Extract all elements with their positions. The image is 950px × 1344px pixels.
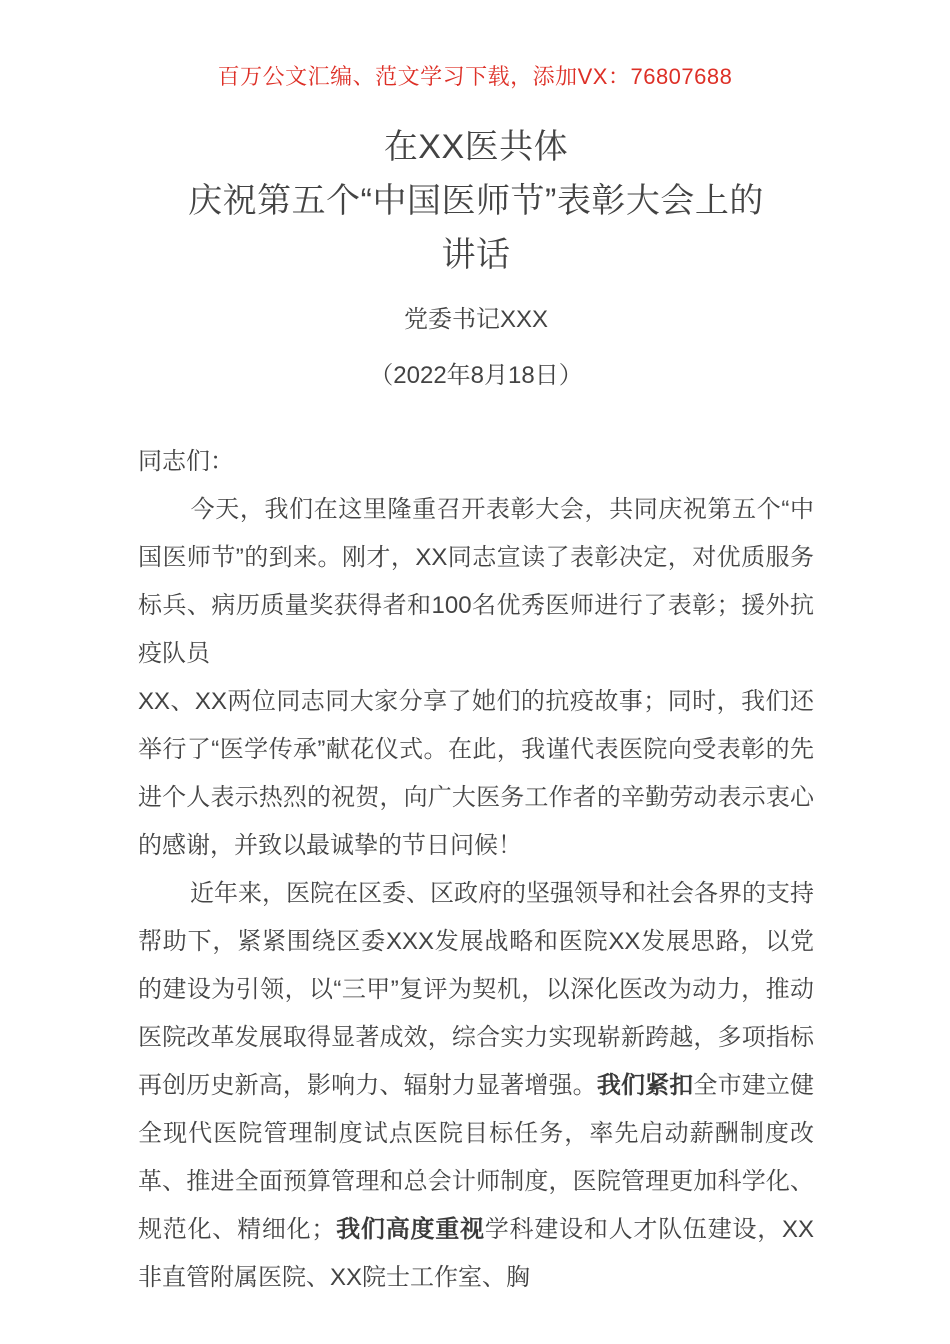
document-body [138, 120, 814, 1302]
body-text: 全市建立健全现代医院管理制度试点医院目标任务，率先启动薪酬制度改革、推进全面预算管理和总会计师制度，医院管理更加科学化、规范化、精细化； [138, 1072, 815, 1243]
title-line-2: 庆祝第五个“中国医师节”表彰大会上的 [188, 182, 764, 220]
emphasis-text: 我们紧扣 [596, 1072, 694, 1099]
body-text: 今天，我们在这里隆重召开表彰大会，共同庆祝第五个“中国医师节”的到来。刚才，XX同志宣读了表彰决定，对优质服务标兵、病历质量奖获得者和100名优秀医师进行了表彰；援外抗疫队员 [138, 496, 814, 667]
byline: 党委书记XXX [403, 306, 549, 333]
body-text: 近年来，医院在区委、区政府的坚强领导和社会各界的支持帮助下，紧紧围绕区委XXX发展战略和医院XX发展思路，以党的建设为引领，以“三甲”复评为契机，以深化医改为动力，推动医院改革发展取得显著成效，综合实力实现崭新跨越，多项指标再创历史新高，影响力、辐射力显著增强。 [138, 880, 814, 1099]
page-title [138, 120, 814, 282]
body-text: XX、XX两位同志同大家分享了她们的抗疫故事；同时，我们还举行了“医学传承”献花仪式。在此，我谨代表医院向受表彰的先进个人表示热烈的祝贺，向广大医务工作者的辛勤劳动表示衷心的感谢，并致以最诚挚的节日问候！ [138, 688, 814, 859]
body-text: 学科建设和人才队伍建设，XX非直管附属医院、XX院士工作室、胸 [138, 1216, 815, 1291]
title-line-3: 讲话 [441, 236, 511, 274]
emphasis-text: 我们高度重视 [335, 1216, 485, 1243]
promo-banner [0, 62, 950, 92]
paragraph-2 [138, 870, 814, 1302]
title-line-1: 在XX医共体 [383, 128, 569, 166]
promo-text: 百万公文汇编、范文学习下载，添加VX：76807688 [217, 64, 733, 89]
paragraph-1 [138, 486, 814, 870]
salutation: 同志们： [138, 448, 234, 475]
dateline: （2022年8月18日） [369, 362, 583, 389]
